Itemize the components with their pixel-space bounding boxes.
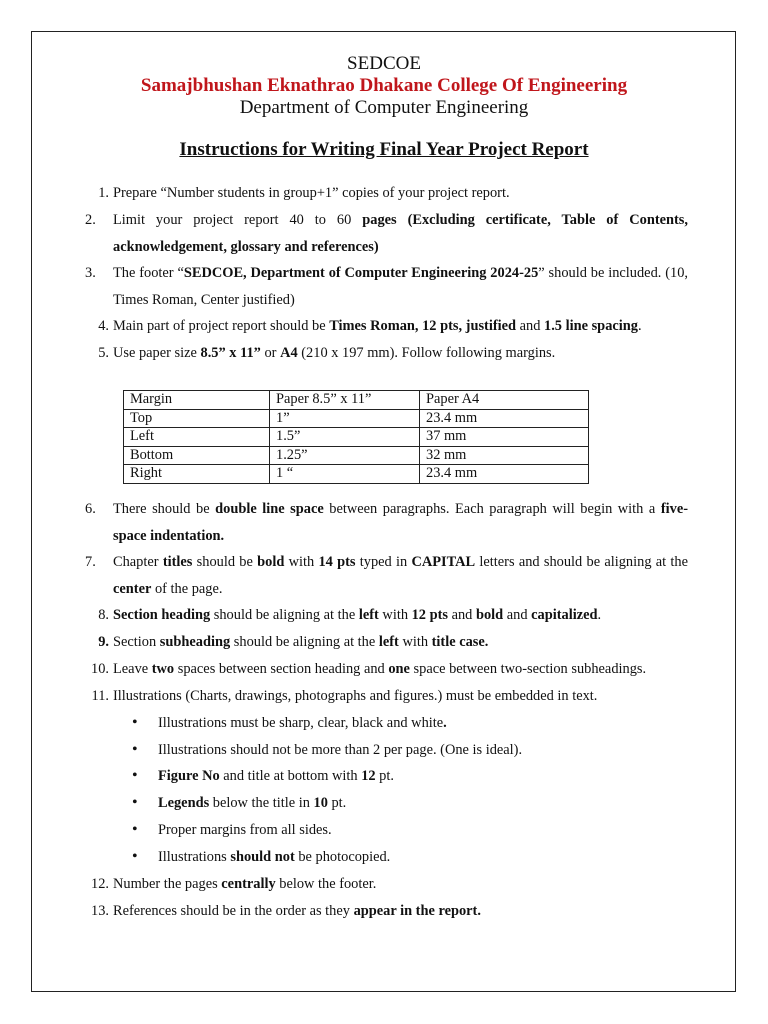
item-number: 7. [85,554,96,570]
table-cell: Left [124,428,270,447]
instruction-item: 7. Chapter titles should be bold with 14 pts typed in CAPITAL letters and should be aligning at the center of the page. [113,549,688,602]
item-number: 11. [91,688,109,704]
bullet-icon: • [132,821,138,838]
item-number: 5. [98,345,109,361]
table-cell: 1.25” [270,446,420,465]
table-cell: 1” [270,409,420,428]
item-number: 13. [91,903,109,919]
department-name: Department of Computer Engineering [239,97,529,118]
document-title: Instructions for Writing Final Year Project Report [179,139,589,160]
instruction-item: 4. Main part of project report should be Times Roman, 12 pts, justified and 1.5 line spacing. [113,313,688,340]
table-cell: 23.4 mm [420,465,589,484]
bullet-item: • Illustrations should not be more than 2 per page. (One is ideal). [158,737,688,764]
instruction-item: 6. There should be double line space between paragraphs. Each paragraph will begin with a five-space indentation. [113,496,688,549]
bullet-item: • Illustrations must be sharp, clear, black and white. [158,710,688,737]
bullet-item: • Proper margins from all sides. [158,817,688,844]
table-header-cell: Paper A4 [420,391,589,410]
instruction-item: 9. Section subheading should be aligning at the left with title case. [113,629,688,656]
table-cell: Right [124,465,270,484]
bullet-icon: • [132,848,138,865]
table-row [124,446,589,465]
bullet-item: • Illustrations should not be photocopied. [158,844,688,871]
table-header-row [124,391,589,410]
table-row [124,428,589,447]
instruction-item: 13. References should be in the order as they appear in the report. [113,898,688,925]
bullet-item: • Figure No and title at bottom with 12 pt. [158,763,688,790]
table-cell: Bottom [124,446,270,465]
instruction-item: 10. Leave two spaces between section heading and one space between two-section subheadings. [113,656,688,683]
item-number: 3. [85,265,96,281]
item-number: 8. [98,607,109,623]
instruction-item: 11. Illustrations (Charts, drawings, photographs and figures.) must be embedded in text. [113,683,688,710]
bullet-icon: • [132,794,138,811]
instruction-item: 1. Prepare “Number students in group+1” copies of your project report. [113,180,688,207]
table-header-cell: Margin [124,391,270,410]
item-number: 6. [85,501,96,517]
table-header-cell: Paper 8.5” x 11” [270,391,420,410]
college-short-name: SEDCOE [347,53,421,74]
table-cell: 32 mm [420,446,589,465]
table-row [124,409,589,428]
item-number: 12. [91,876,109,892]
table-row [124,465,589,484]
table-cell: 1.5” [270,428,420,447]
table-cell: 23.4 mm [420,409,589,428]
instruction-item: 8. Section heading should be aligning at the left with 12 pts and bold and capitalized. [113,602,688,629]
bullet-item: • Legends below the title in 10 pt. [158,790,688,817]
instruction-item: 2. Limit your project report 40 to 60 pages (Excluding certificate, Table of Contents, acknowledgement, glossary and references) [113,207,688,260]
instruction-item: 3. The footer “SEDCOE, Department of Computer Engineering 2024-25” should be included. (10, Times Roman, Center justified) [113,260,688,313]
margins-table [123,390,589,484]
instruction-item: 12. Number the pages centrally below the footer. [113,871,688,898]
item-number: 4. [98,318,109,334]
bullet-icon: • [132,714,138,731]
bullet-icon: • [132,741,138,758]
college-full-name: Samajbhushan Eknathrao Dhakane College Of Engineering [140,75,628,96]
table-cell: 37 mm [420,428,589,447]
item-number: 1. [98,185,109,201]
bullet-icon: • [132,767,138,784]
item-number: 10. [91,661,109,677]
item-number: 2. [85,212,96,228]
table-cell: 1 “ [270,465,420,484]
table-cell: Top [124,409,270,428]
instruction-item: 5. Use paper size 8.5” x 11” or A4 (210 x 197 mm). Follow following margins. [113,340,688,367]
item-number: 9. [98,634,109,650]
